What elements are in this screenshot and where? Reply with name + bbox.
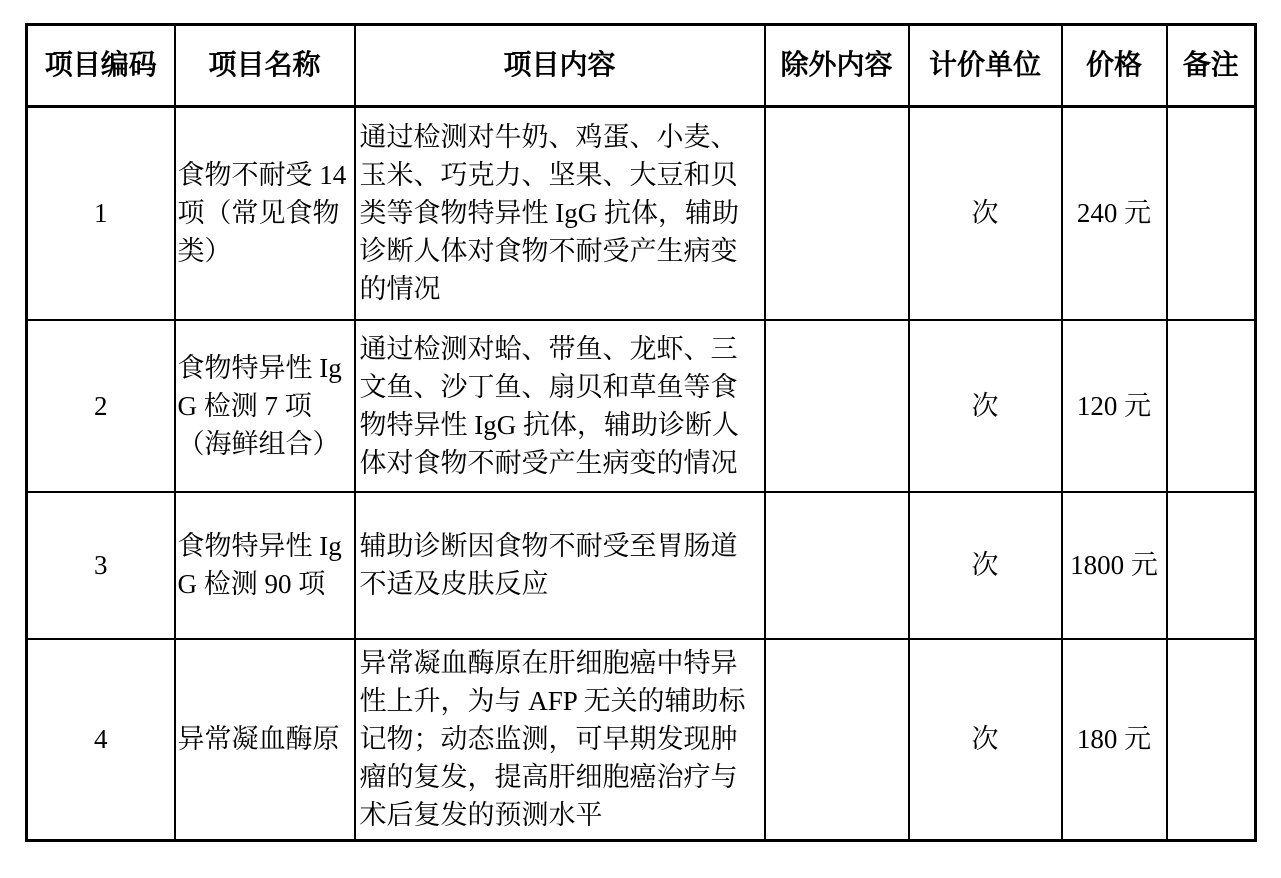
header-cell-pricing-unit: 计价单位 bbox=[909, 25, 1062, 107]
cell-excluded-content bbox=[765, 320, 909, 492]
cell-project-code: 3 bbox=[27, 492, 175, 639]
header-cell-note: 备注 bbox=[1167, 25, 1256, 107]
cell-project-name: 食物特异性 IgG 检测 90 项 bbox=[175, 492, 355, 639]
cell-excluded-content bbox=[765, 639, 909, 841]
table-row bbox=[27, 639, 1256, 841]
cell-note bbox=[1167, 320, 1256, 492]
cell-project-code: 1 bbox=[27, 107, 175, 320]
header-cell-excluded-content: 除外内容 bbox=[765, 25, 909, 107]
cell-excluded-content bbox=[765, 107, 909, 320]
medical-test-price-table bbox=[25, 23, 1257, 842]
cell-project-code: 4 bbox=[27, 639, 175, 841]
cell-pricing-unit: 次 bbox=[909, 320, 1062, 492]
cell-project-content: 辅助诊断因食物不耐受至胃肠道不适及皮肤反应 bbox=[355, 492, 765, 639]
cell-project-content: 异常凝血酶原在肝细胞癌中特异性上升，为与 AFP 无关的辅助标记物；动态监测，可早期发现肿瘤的复发，提高肝细胞癌治疗与术后复发的预测水平 bbox=[355, 639, 765, 841]
header-cell-project-name: 项目名称 bbox=[175, 25, 355, 107]
cell-project-content: 通过检测对牛奶、鸡蛋、小麦、玉米、巧克力、坚果、大豆和贝类等食物特异性 IgG 抗体，辅助诊断人体对食物不耐受产生病变的情况 bbox=[355, 107, 765, 320]
cell-price: 1800 元 bbox=[1062, 492, 1167, 639]
cell-note bbox=[1167, 492, 1256, 639]
cell-project-name: 食物不耐受 14 项（常见食物类） bbox=[175, 107, 355, 320]
table-row bbox=[27, 492, 1256, 639]
cell-project-content: 通过检测对蛤、带鱼、龙虾、三文鱼、沙丁鱼、扇贝和草鱼等食物特异性 IgG 抗体，辅助诊断人体对食物不耐受产生病变的情况 bbox=[355, 320, 765, 492]
cell-price: 120 元 bbox=[1062, 320, 1167, 492]
header-cell-project-code: 项目编码 bbox=[27, 25, 175, 107]
cell-project-code: 2 bbox=[27, 320, 175, 492]
table-header-row bbox=[27, 25, 1256, 107]
cell-price: 180 元 bbox=[1062, 639, 1167, 841]
cell-excluded-content bbox=[765, 492, 909, 639]
cell-pricing-unit: 次 bbox=[909, 639, 1062, 841]
cell-price: 240 元 bbox=[1062, 107, 1167, 320]
table-row bbox=[27, 107, 1256, 320]
cell-pricing-unit: 次 bbox=[909, 492, 1062, 639]
cell-note bbox=[1167, 639, 1256, 841]
cell-note bbox=[1167, 107, 1256, 320]
cell-project-name: 食物特异性 IgG 检测 7 项 （海鲜组合） bbox=[175, 320, 355, 492]
cell-pricing-unit: 次 bbox=[909, 107, 1062, 320]
header-cell-project-content: 项目内容 bbox=[355, 25, 765, 107]
cell-project-name: 异常凝血酶原 bbox=[175, 639, 355, 841]
header-cell-price: 价格 bbox=[1062, 25, 1167, 107]
table-row bbox=[27, 320, 1256, 492]
